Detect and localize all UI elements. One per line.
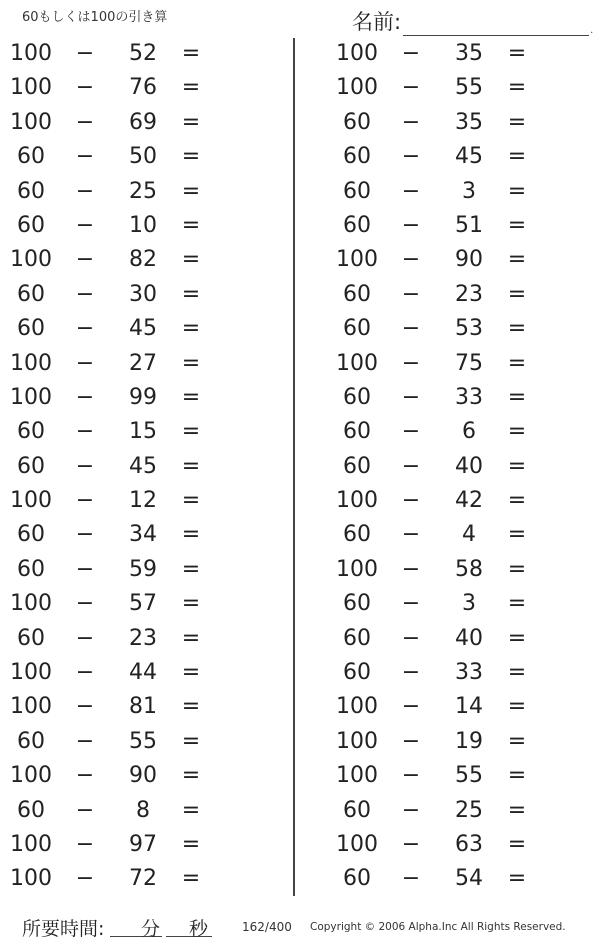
time-taken-label: 所要時間: xyxy=(22,918,105,940)
minus-sign: − xyxy=(75,247,95,273)
minus-sign: − xyxy=(401,144,421,170)
minus-sign: − xyxy=(75,625,95,651)
equals-sign: = xyxy=(181,350,201,376)
minuend: 60 xyxy=(343,419,371,445)
minus-sign: − xyxy=(75,728,95,754)
subtrahend: 44 xyxy=(129,660,157,686)
problem-row xyxy=(0,690,260,724)
minuend: 60 xyxy=(343,453,371,479)
minuend: 60 xyxy=(17,728,45,754)
problem-row xyxy=(0,484,260,518)
equals-sign: = xyxy=(507,281,527,307)
minuend: 100 xyxy=(10,350,52,376)
minus-sign: − xyxy=(75,763,95,789)
minuend: 100 xyxy=(10,763,52,789)
subtrahend: 25 xyxy=(455,797,483,823)
equals-sign: = xyxy=(507,212,527,238)
problem-row xyxy=(0,37,260,71)
minus-sign: − xyxy=(401,797,421,823)
problem-row xyxy=(326,106,586,140)
subtrahend: 4 xyxy=(462,522,476,548)
problem-row xyxy=(0,175,260,209)
subtrahend: 45 xyxy=(455,144,483,170)
subtrahend: 69 xyxy=(129,109,157,135)
minus-sign: − xyxy=(401,488,421,514)
problem-row xyxy=(326,587,586,621)
problem-row xyxy=(326,450,586,484)
equals-sign: = xyxy=(181,522,201,548)
minuend: 60 xyxy=(17,178,45,204)
minuend: 60 xyxy=(343,660,371,686)
problem-row xyxy=(326,622,586,656)
equals-sign: = xyxy=(181,556,201,582)
minus-sign: − xyxy=(401,350,421,376)
minus-sign: − xyxy=(401,419,421,445)
subtrahend: 19 xyxy=(455,728,483,754)
minus-sign: − xyxy=(75,350,95,376)
minus-sign: − xyxy=(75,797,95,823)
subtrahend: 23 xyxy=(455,281,483,307)
problem-row xyxy=(326,37,586,71)
minus-sign: − xyxy=(401,316,421,342)
minuend: 100 xyxy=(336,247,378,273)
equals-sign: = xyxy=(507,453,527,479)
equals-sign: = xyxy=(507,728,527,754)
minuend: 60 xyxy=(17,316,45,342)
minuend: 60 xyxy=(343,316,371,342)
equals-sign: = xyxy=(181,316,201,342)
equals-sign: = xyxy=(181,831,201,857)
equals-sign: = xyxy=(507,556,527,582)
minus-sign: − xyxy=(401,453,421,479)
minus-sign: − xyxy=(75,831,95,857)
subtrahend: 34 xyxy=(129,522,157,548)
equals-sign: = xyxy=(181,109,201,135)
minus-sign: − xyxy=(401,384,421,410)
problem-row xyxy=(0,759,260,793)
equals-sign: = xyxy=(181,281,201,307)
problem-row xyxy=(0,794,260,828)
minus-sign: − xyxy=(75,144,95,170)
minus-sign: − xyxy=(75,316,95,342)
minuend: 100 xyxy=(10,75,52,101)
right-problem-column xyxy=(326,37,586,897)
problem-row xyxy=(0,415,260,449)
subtrahend: 8 xyxy=(136,797,150,823)
minuend: 100 xyxy=(10,866,52,892)
equals-sign: = xyxy=(507,797,527,823)
equals-sign: = xyxy=(181,625,201,651)
minuend: 60 xyxy=(343,522,371,548)
minuend: 100 xyxy=(336,831,378,857)
problem-row xyxy=(0,209,260,243)
problem-row xyxy=(326,312,586,346)
equals-sign: = xyxy=(181,660,201,686)
minus-sign: − xyxy=(75,488,95,514)
minus-sign: − xyxy=(75,178,95,204)
equals-sign: = xyxy=(507,350,527,376)
subtrahend: 3 xyxy=(462,178,476,204)
problem-row xyxy=(0,587,260,621)
minus-sign: − xyxy=(401,41,421,66)
problem-row xyxy=(0,518,260,552)
minuend: 60 xyxy=(343,281,371,307)
subtrahend: 63 xyxy=(455,831,483,857)
equals-sign: = xyxy=(181,591,201,617)
minuend: 100 xyxy=(10,831,52,857)
equals-sign: = xyxy=(181,488,201,514)
subtrahend: 35 xyxy=(455,41,483,66)
problem-row xyxy=(0,450,260,484)
problem-row xyxy=(326,243,586,277)
subtrahend: 23 xyxy=(129,625,157,651)
equals-sign: = xyxy=(507,247,527,273)
equals-sign: = xyxy=(181,247,201,273)
column-divider xyxy=(293,38,295,896)
subtrahend: 54 xyxy=(455,866,483,892)
minus-sign: − xyxy=(75,591,95,617)
equals-sign: = xyxy=(507,488,527,514)
subtrahend: 25 xyxy=(129,178,157,204)
worksheet-title: 60もしくは100の引き算 xyxy=(22,10,168,25)
minus-sign: − xyxy=(75,522,95,548)
equals-sign: = xyxy=(507,660,527,686)
minuend: 100 xyxy=(10,247,52,273)
subtrahend: 42 xyxy=(455,488,483,514)
problem-row xyxy=(326,71,586,105)
equals-sign: = xyxy=(181,866,201,892)
subtrahend: 10 xyxy=(129,212,157,238)
subtrahend: 35 xyxy=(455,109,483,135)
subtrahend: 99 xyxy=(129,384,157,410)
minus-sign: − xyxy=(75,660,95,686)
minutes-unit: 分 xyxy=(141,918,161,940)
minuend: 100 xyxy=(10,488,52,514)
equals-sign: = xyxy=(507,522,527,548)
subtrahend: 57 xyxy=(129,591,157,617)
subtrahend: 51 xyxy=(455,212,483,238)
minuend: 60 xyxy=(343,109,371,135)
name-label: 名前: xyxy=(352,10,402,34)
equals-sign: = xyxy=(507,419,527,445)
subtrahend: 52 xyxy=(129,41,157,66)
footer xyxy=(0,912,600,942)
problem-row xyxy=(0,243,260,277)
minuend: 100 xyxy=(10,384,52,410)
subtrahend: 50 xyxy=(129,144,157,170)
minus-sign: − xyxy=(401,763,421,789)
equals-sign: = xyxy=(507,591,527,617)
minuend: 60 xyxy=(343,212,371,238)
subtrahend: 30 xyxy=(129,281,157,307)
subtrahend: 90 xyxy=(455,247,483,273)
equals-sign: = xyxy=(181,212,201,238)
minuend: 60 xyxy=(17,144,45,170)
subtrahend: 6 xyxy=(462,419,476,445)
equals-sign: = xyxy=(507,109,527,135)
minuend: 60 xyxy=(17,419,45,445)
subtrahend: 97 xyxy=(129,831,157,857)
equals-sign: = xyxy=(507,384,527,410)
problem-row xyxy=(326,725,586,759)
problem-row xyxy=(0,71,260,105)
minus-sign: − xyxy=(401,866,421,892)
equals-sign: = xyxy=(181,178,201,204)
equals-sign: = xyxy=(181,41,201,66)
equals-sign: = xyxy=(507,144,527,170)
minuend: 100 xyxy=(10,41,52,66)
subtrahend: 33 xyxy=(455,384,483,410)
problem-row xyxy=(326,553,586,587)
subtrahend: 72 xyxy=(129,866,157,892)
minus-sign: − xyxy=(401,522,421,548)
subtrahend: 90 xyxy=(129,763,157,789)
minus-sign: − xyxy=(401,212,421,238)
subtrahend: 53 xyxy=(455,316,483,342)
page-number: 162/400 xyxy=(242,920,292,934)
subtrahend: 81 xyxy=(129,694,157,720)
subtrahend: 40 xyxy=(455,625,483,651)
minuend: 60 xyxy=(17,797,45,823)
name-area xyxy=(352,6,593,36)
equals-sign: = xyxy=(507,625,527,651)
minus-sign: − xyxy=(401,281,421,307)
problem-row xyxy=(0,656,260,690)
problem-row xyxy=(0,278,260,312)
minuend: 100 xyxy=(10,660,52,686)
equals-sign: = xyxy=(181,763,201,789)
subtrahend: 15 xyxy=(129,419,157,445)
equals-sign: = xyxy=(507,694,527,720)
minus-sign: − xyxy=(401,109,421,135)
minus-sign: − xyxy=(401,75,421,101)
minus-sign: − xyxy=(75,75,95,101)
equals-sign: = xyxy=(181,384,201,410)
problem-row xyxy=(0,381,260,415)
problem-row xyxy=(0,106,260,140)
problem-row xyxy=(0,862,260,896)
copyright-notice: Copyright © 2006 Alpha.Inc All Rights Reserved. xyxy=(310,921,566,933)
subtrahend: 33 xyxy=(455,660,483,686)
minuend: 100 xyxy=(336,556,378,582)
problem-row xyxy=(326,656,586,690)
minuend: 60 xyxy=(343,178,371,204)
problem-row xyxy=(0,553,260,587)
subtrahend: 55 xyxy=(129,728,157,754)
minus-sign: − xyxy=(401,694,421,720)
subtrahend: 14 xyxy=(455,694,483,720)
equals-sign: = xyxy=(181,453,201,479)
minus-sign: − xyxy=(401,556,421,582)
minus-sign: − xyxy=(75,419,95,445)
left-problem-column xyxy=(0,37,260,897)
minus-sign: − xyxy=(75,694,95,720)
minus-sign: − xyxy=(401,247,421,273)
subtrahend: 76 xyxy=(129,75,157,101)
subtrahend: 55 xyxy=(455,763,483,789)
minus-sign: − xyxy=(75,453,95,479)
subtrahend: 45 xyxy=(129,316,157,342)
subtrahend: 75 xyxy=(455,350,483,376)
problem-row xyxy=(326,690,586,724)
minus-sign: − xyxy=(401,625,421,651)
problem-row xyxy=(0,622,260,656)
minus-sign: − xyxy=(75,281,95,307)
equals-sign: = xyxy=(181,728,201,754)
minuend: 60 xyxy=(17,625,45,651)
minus-sign: − xyxy=(401,831,421,857)
equals-sign: = xyxy=(181,797,201,823)
minus-sign: − xyxy=(75,384,95,410)
subtrahend: 55 xyxy=(455,75,483,101)
minus-sign: − xyxy=(75,109,95,135)
subtrahend: 58 xyxy=(455,556,483,582)
problem-row xyxy=(326,759,586,793)
equals-sign: = xyxy=(507,316,527,342)
problem-row xyxy=(326,862,586,896)
minuend: 60 xyxy=(17,522,45,548)
name-field-line[interactable] xyxy=(403,13,589,36)
problem-row xyxy=(0,312,260,346)
problem-row xyxy=(326,140,586,174)
minuend: 100 xyxy=(10,591,52,617)
minuend: 60 xyxy=(17,453,45,479)
minuend: 100 xyxy=(10,694,52,720)
equals-sign: = xyxy=(507,178,527,204)
problem-row xyxy=(326,828,586,862)
minuend: 60 xyxy=(17,212,45,238)
equals-sign: = xyxy=(507,75,527,101)
minuend: 100 xyxy=(10,109,52,135)
equals-sign: = xyxy=(181,75,201,101)
minuend: 60 xyxy=(343,384,371,410)
problem-row xyxy=(0,140,260,174)
minus-sign: − xyxy=(75,866,95,892)
minuend: 100 xyxy=(336,350,378,376)
minuend: 60 xyxy=(343,866,371,892)
problem-row xyxy=(0,725,260,759)
minus-sign: − xyxy=(401,178,421,204)
minuend: 100 xyxy=(336,728,378,754)
subtrahend: 82 xyxy=(129,247,157,273)
problem-row xyxy=(326,175,586,209)
problem-row xyxy=(326,794,586,828)
minuend: 100 xyxy=(336,41,378,66)
equals-sign: = xyxy=(181,144,201,170)
minus-sign: − xyxy=(401,728,421,754)
minuend: 100 xyxy=(336,694,378,720)
problem-row xyxy=(326,484,586,518)
problem-row xyxy=(326,278,586,312)
seconds-unit: 秒 xyxy=(189,918,209,940)
problem-row xyxy=(326,347,586,381)
minus-sign: − xyxy=(75,212,95,238)
subtrahend: 3 xyxy=(462,591,476,617)
minuend: 100 xyxy=(336,75,378,101)
subtrahend: 59 xyxy=(129,556,157,582)
minuend: 60 xyxy=(343,591,371,617)
name-line-dot: . xyxy=(590,25,594,36)
problem-row xyxy=(326,381,586,415)
minus-sign: − xyxy=(401,591,421,617)
equals-sign: = xyxy=(507,763,527,789)
problem-row xyxy=(0,828,260,862)
minus-sign: − xyxy=(401,660,421,686)
equals-sign: = xyxy=(181,694,201,720)
subtrahend: 45 xyxy=(129,453,157,479)
minus-sign: − xyxy=(75,41,95,66)
subtrahend: 27 xyxy=(129,350,157,376)
equals-sign: = xyxy=(507,831,527,857)
minuend: 100 xyxy=(336,763,378,789)
minuend: 60 xyxy=(343,144,371,170)
equals-sign: = xyxy=(507,41,527,66)
minuend: 60 xyxy=(17,281,45,307)
problem-row xyxy=(0,347,260,381)
subtrahend: 40 xyxy=(455,453,483,479)
problem-row xyxy=(326,415,586,449)
subtrahend: 12 xyxy=(129,488,157,514)
minuend: 60 xyxy=(343,797,371,823)
minuend: 100 xyxy=(336,488,378,514)
minuend: 60 xyxy=(17,556,45,582)
equals-sign: = xyxy=(507,866,527,892)
minus-sign: − xyxy=(75,556,95,582)
minuend: 60 xyxy=(343,625,371,651)
equals-sign: = xyxy=(181,419,201,445)
problem-row xyxy=(326,518,586,552)
problem-row xyxy=(326,209,586,243)
